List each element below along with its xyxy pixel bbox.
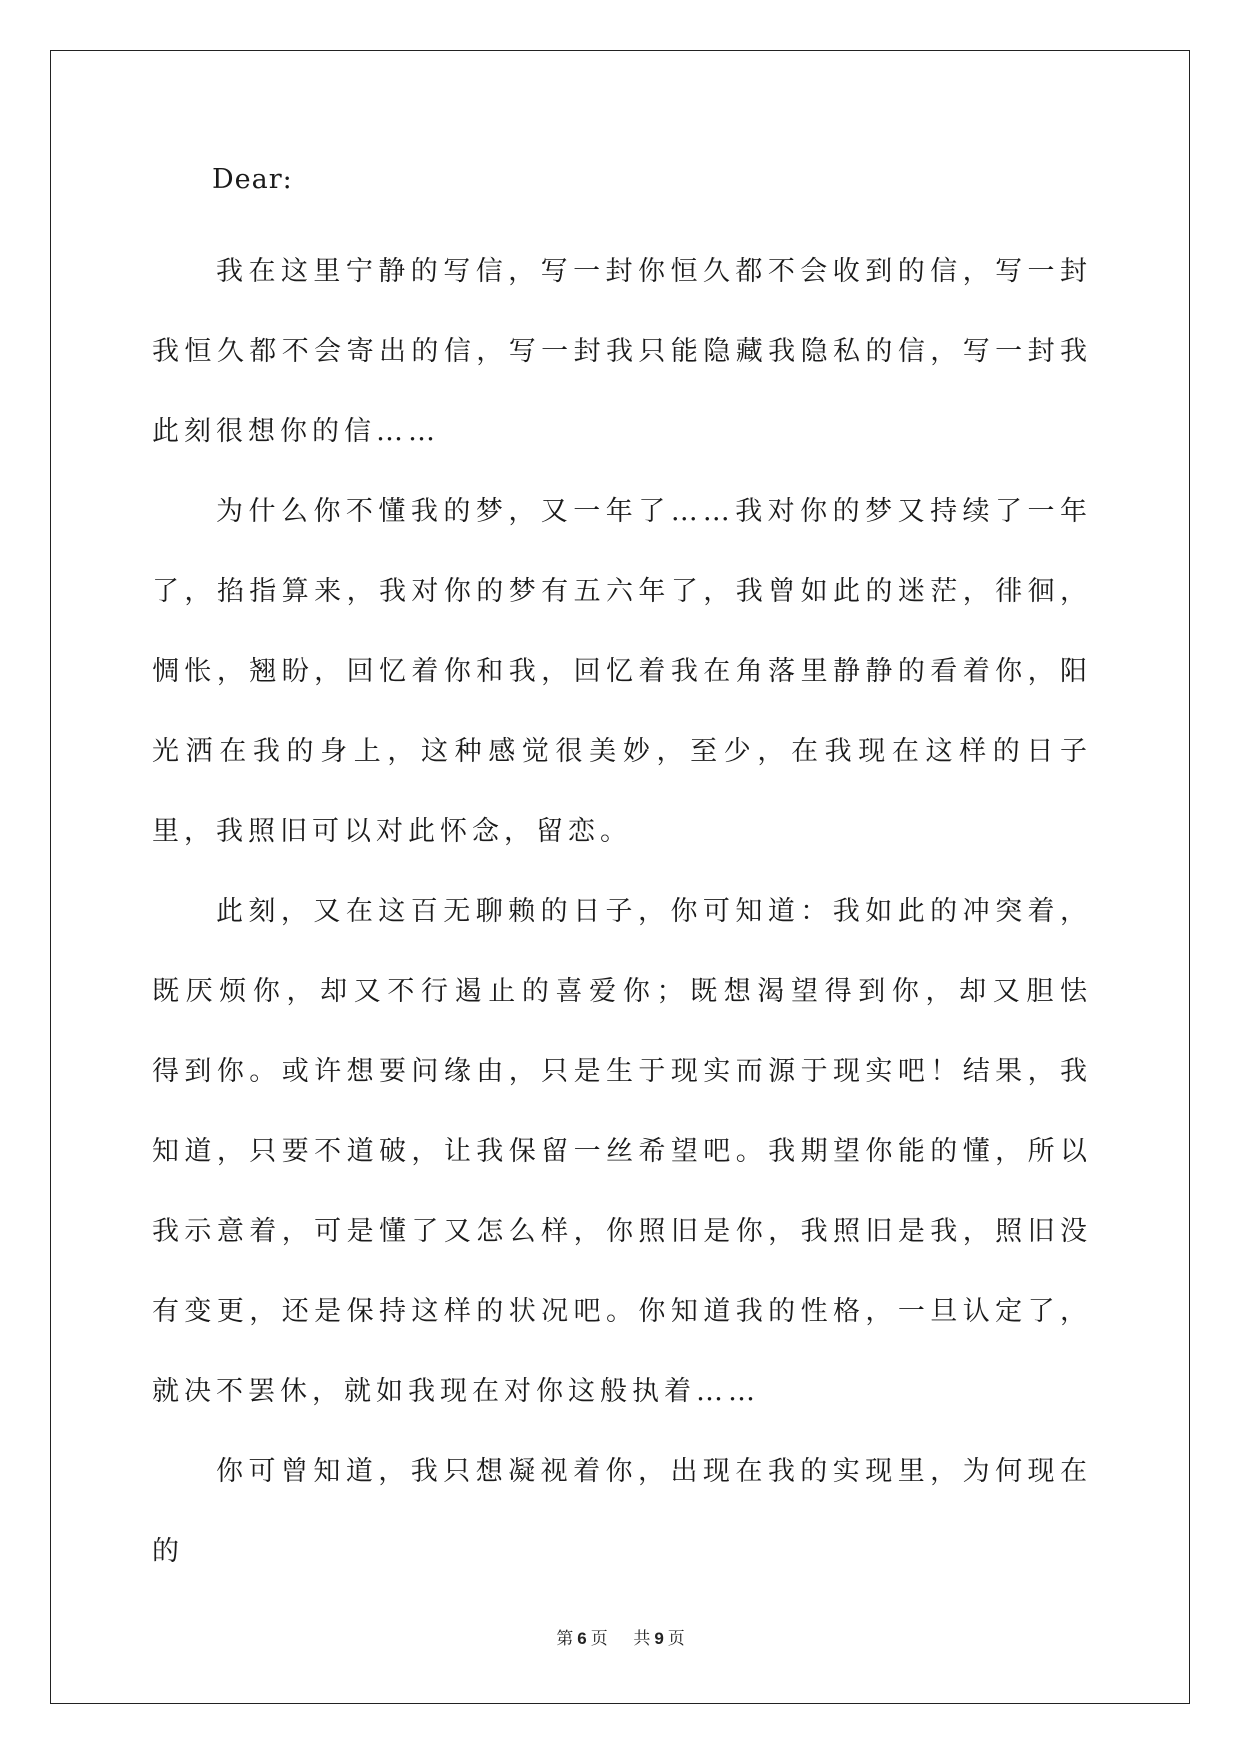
letter-paragraph: 此刻，又在这百无聊赖的日子，你可知道：我如此的冲突着，既厌烦你，却又不行遏止的喜爱你；既想渴望得到你，却又胆怯 得到你。或许想要问缘由，只是生于现实而源于现实吧！结果，我知道，只要不道破，让我保留一丝希望吧。我期望你能的懂，所以我示意着，可是懂了又怎么样，你照旧是你，我照旧是我，照旧没有变更，还是保持这样的状况吧。你知道我的性格，一旦认定了，就决不罢休，就如我现在对你这般执着…… xyxy=(152,896,1124,1407)
letter-greeting: Dear: xyxy=(212,164,293,195)
letter-paragraph: 我在这里宁静的写信，写一封你恒久都不会收到的信，写一封我恒久都不会寄出的信，写一封我只能隐藏我隐私的信，写一封我此刻很想你的信…… xyxy=(152,256,1092,447)
page-current: 6 xyxy=(577,1629,587,1648)
total-prefix: 共 xyxy=(633,1629,651,1649)
page-suffix: 页 xyxy=(590,1629,608,1649)
page-prefix: 第 xyxy=(556,1629,574,1649)
letter-body xyxy=(152,160,1124,1592)
page-total: 9 xyxy=(654,1629,664,1648)
total-suffix: 页 xyxy=(667,1629,685,1649)
page-number-footer xyxy=(0,1624,1241,1649)
letter-paragraph: 你可曾知道，我只想凝视着你，出现在我的实现里，为何现在的 xyxy=(152,1456,1092,1567)
letter-paragraph: 为什么你不懂我的梦，又一年了……我对你的梦又持续了一年了，掐指算来，我对你的梦有五六年了，我曾如此的迷茫，徘徊，惆怅，翘盼，回忆着你和我，回忆着我在角落里静静的看着你，阳光洒在我的身上，这种感觉很美妙，至少，在我现在这样的日子里，我照旧可以对此怀念，留恋。 xyxy=(152,496,1092,847)
